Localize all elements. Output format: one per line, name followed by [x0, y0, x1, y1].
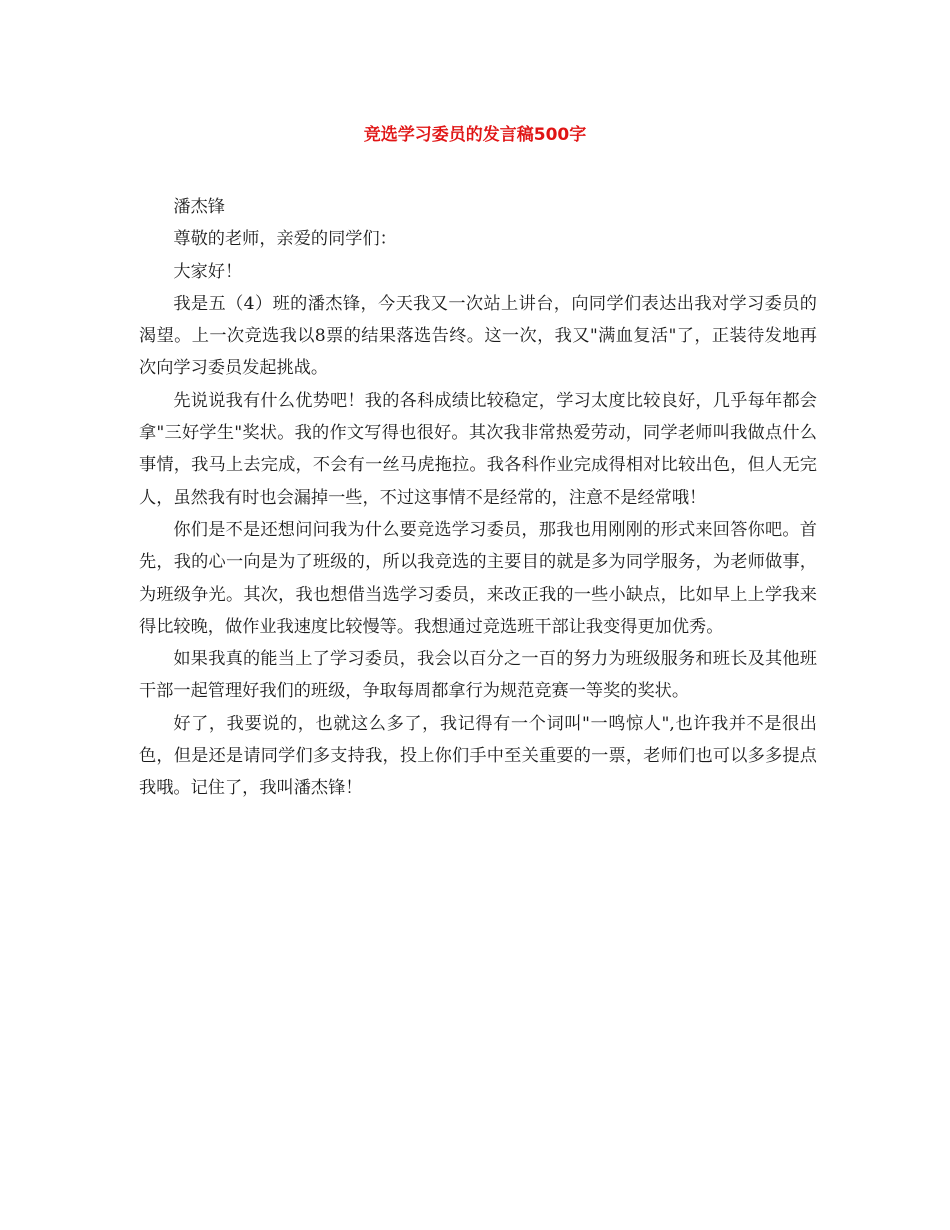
paragraph-reasons: 你们是不是还想问问我为什么要竞选学习委员，那我也用刚刚的形式来回答你吧。首先，我的心一向是为了班级的，所以我竞选的主要目的就是多为同学服务，为老师做事，为班级争光。其次，我也想借当选学习委员，来改正我的一些小缺点，比如早上上学我来得比较晚，做作业我速度比较慢等。我想通过竞选班干部让我变得更加优秀。	[139, 519, 817, 637]
paragraph-greeting: 尊敬的老师，亲爱的同学们：	[173, 229, 397, 250]
paragraph-hello: 大家好！	[173, 261, 243, 282]
paragraph-promise: 如果我真的能当上了学习委员，我会以百分之一百的努力为班级服务和班长及其他班干部一起管理好我们的班级，争取每周都拿行为规范竞赛一等奖的奖状。	[139, 649, 817, 702]
document-body	[139, 191, 817, 805]
paragraph-closing: 好了，我要说的，也就这么多了，我记得有一个词叫"一鸣惊人",也许我并不是很出色，但是还是请同学们多支持我，投上你们手中至关重要的一票，老师们也可以多多提点我哦。记住了，我叫潘杰锋！	[139, 713, 817, 799]
author-name: 潘杰锋	[173, 197, 225, 217]
paragraph-strengths: 先说说我有什么优势吧！我的各科成绩比较稳定，学习太度比较良好，几乎每年都会拿"三好学生"奖状。我的作文写得也很好。其次我非常热爱劳动，同学老师叫我做点什么事情，我马上去完成，不会有一丝马虎拖拉。我各科作业完成得相对比较出色，但人无完人，虽然我有时也会漏掉一些，不过这事情不是经常的，注意不是经常哦！	[139, 390, 817, 508]
document-title: 竞选学习委员的发言稿500字	[363, 125, 587, 145]
paragraph-introduction: 我是五（4）班的潘杰锋，今天我又一次站上讲台，向同学们表达出我对学习委员的渴望。上一次竞选我以8票的结果落选告终。这一次，我又"满血复活"了，正装待发地再次向学习委员发起挑战。	[139, 293, 817, 379]
